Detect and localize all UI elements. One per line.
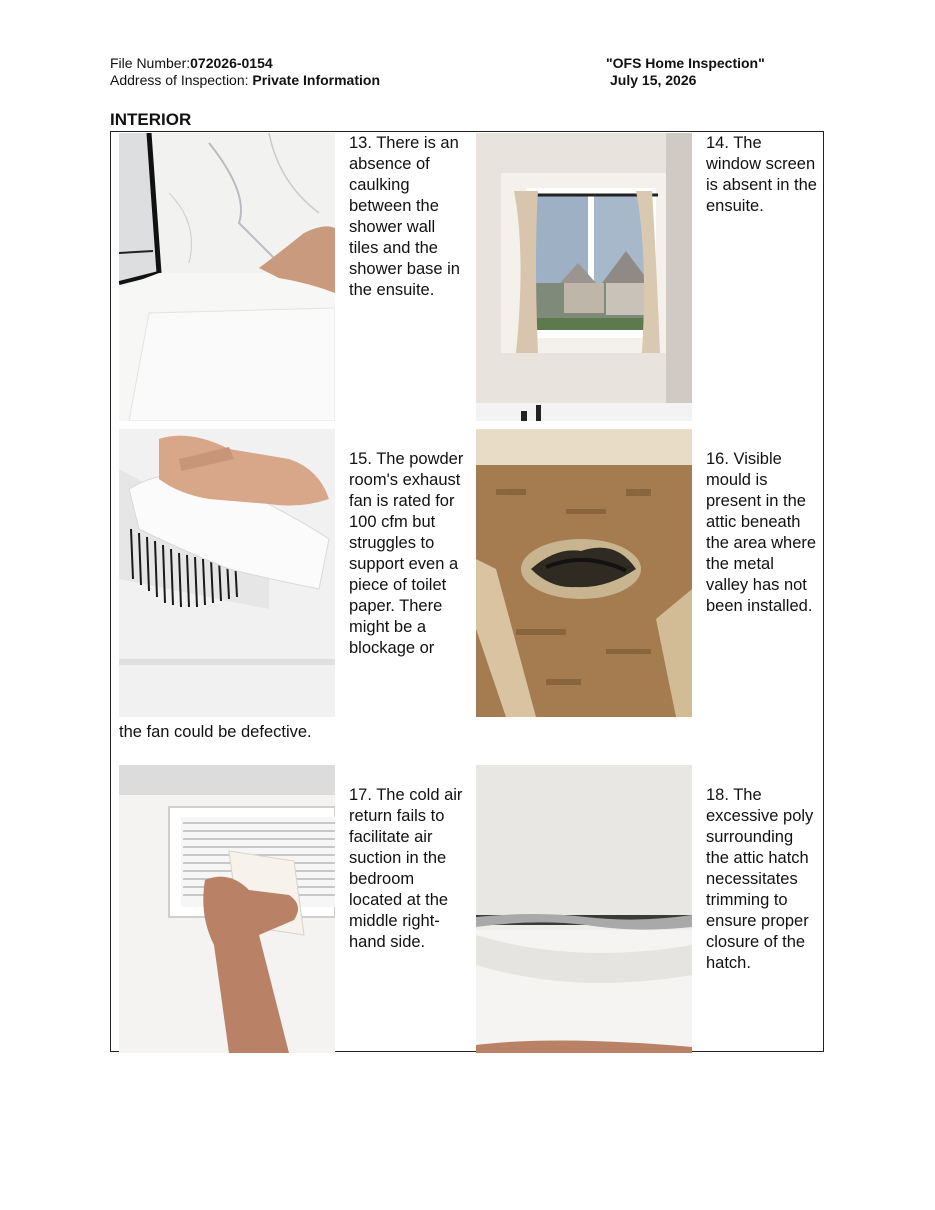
- caption-16: 16. Visible mould is present in the attic beneath the area where the metal valley has not been installed.: [706, 450, 817, 615]
- caption-14: 14. The window screen is absent in the ensuite.: [706, 134, 817, 215]
- photo-grid: [110, 131, 824, 1052]
- header-left: [110, 55, 380, 89]
- file-number-label: File Number:: [110, 55, 191, 71]
- header-right: [606, 55, 765, 89]
- photo-shower-base: [119, 133, 335, 421]
- caption-15-continued: the fan could be defective.: [119, 723, 312, 741]
- caption-17: 17. The cold air return fails to facilitate air suction in the bedroom located at the middle right-hand side.: [349, 786, 463, 951]
- photo-cold-air-return: [119, 765, 335, 1053]
- caption-18: 18. The excessive poly surrounding the attic hatch necessitates trimming to ensure proper closure of the hatch.: [706, 786, 814, 972]
- address-line: [110, 72, 380, 89]
- caption-13: 13. There is an absence of caulking between the shower wall tiles and the shower base in the ensuite.: [349, 134, 460, 299]
- photo-exhaust-fan: [119, 429, 335, 717]
- company-name: "OFS Home Inspection": [606, 55, 765, 71]
- caption-15: 15. The powder room's exhaust fan is rated for 100 cfm but struggles to support even a piece of toilet paper. There might be a blockage or: [349, 450, 464, 657]
- photo-attic-mould: [476, 429, 692, 717]
- file-number-value: 072026-0154: [190, 55, 273, 71]
- section-title: INTERIOR: [110, 110, 192, 129]
- address-value: Private Information: [252, 72, 381, 88]
- address-label: Address of Inspection:: [110, 72, 253, 88]
- file-number-line: [110, 55, 380, 72]
- photo-attic-hatch: [476, 765, 692, 1053]
- photo-window: [476, 133, 692, 421]
- report-date: July 15, 2026: [610, 72, 697, 88]
